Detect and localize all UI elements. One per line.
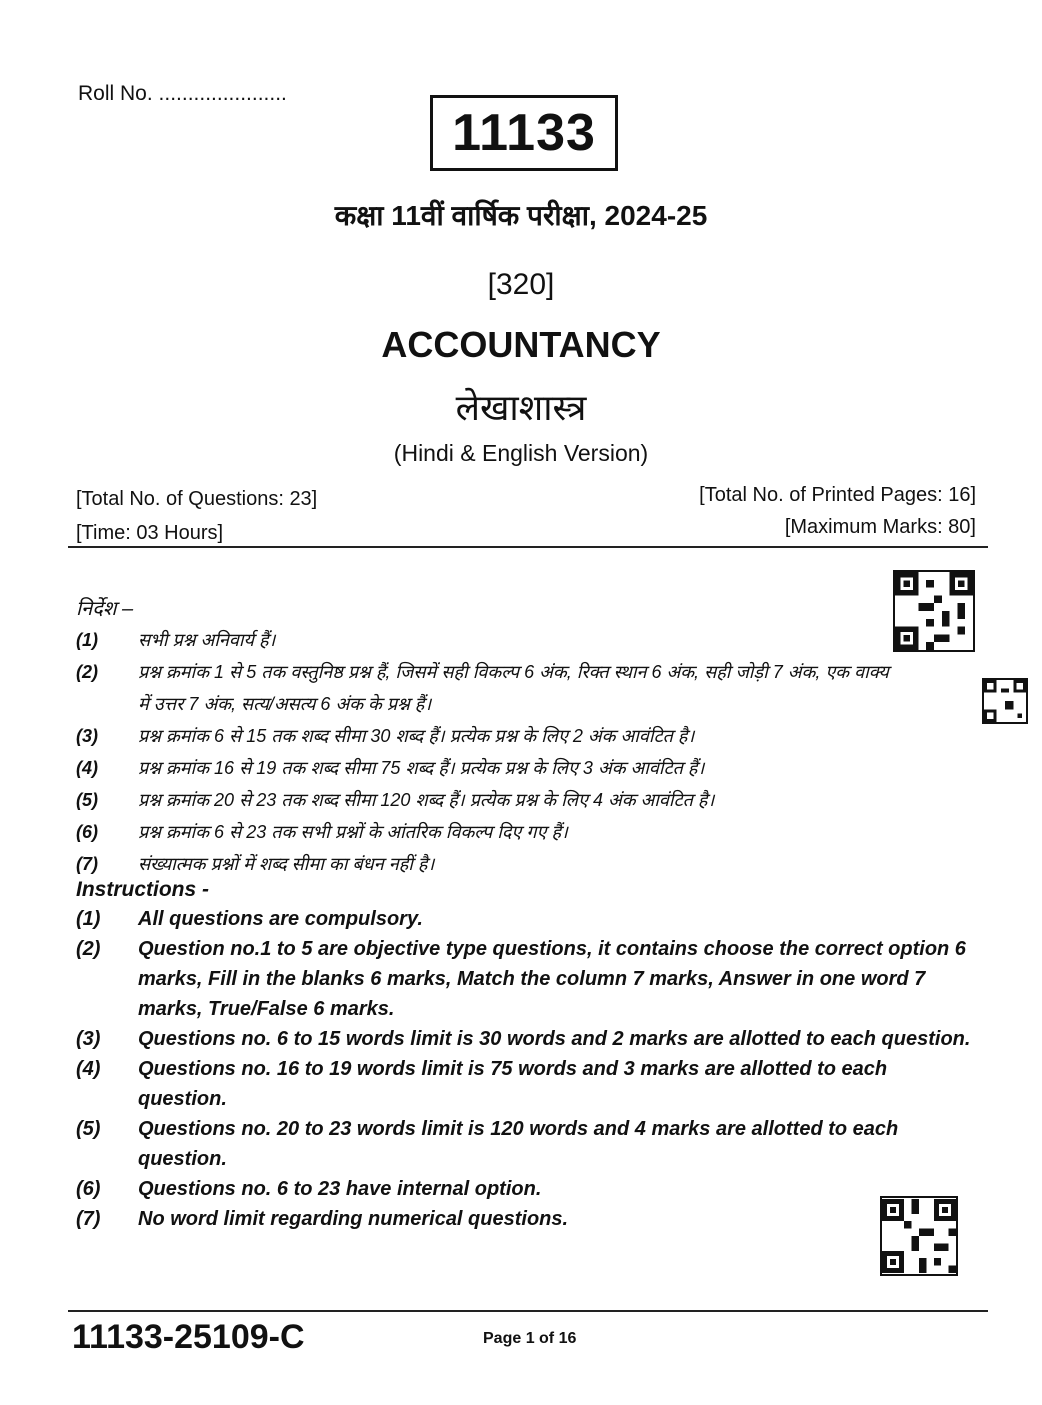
list-item [76,720,976,752]
qr-code-icon [880,1196,958,1276]
item-text: प्रश्न क्रमांक 6 से 15 तक शब्द सीमा 30 शब्द हैं। प्रत्येक प्रश्न के लिए 2 अंक आवंटित है। [138,726,695,746]
footer-divider [68,1310,988,1312]
directions-heading-hindi: निर्देश – [76,598,134,620]
item-number: (5) [76,1118,101,1140]
subject-code: [320] [487,268,555,301]
list-item [76,848,976,880]
list-item [76,656,976,720]
item-number: (2) [76,938,101,960]
item-text: सभी प्रश्न अनिवार्य हैं। [138,630,276,650]
item-text: Questions no. 6 to 23 have internal option. [138,1178,542,1200]
subject-title-hindi: लेखाशास्त्र [455,387,587,428]
list-item [76,784,976,816]
directions-list-hindi [76,624,976,880]
list-item [76,1114,976,1174]
item-number: (1) [76,908,101,930]
item-number: (3) [76,726,98,746]
list-item [76,624,976,656]
item-number: (7) [76,854,98,874]
item-text: No word limit regarding numerical questions. [138,1208,569,1230]
total-pages: [Total No. of Printed Pages: 16] [699,484,976,506]
language-version: (Hindi & English Version) [393,440,649,466]
item-number: (4) [76,1058,101,1080]
paper-code: 11133 [430,95,618,171]
subject-title-english: ACCOUNTANCY [381,324,661,365]
item-text: Question no.1 to 5 are objective type questions, it contains choose the correct option 6 marks, Fill in the blanks 6 marks, Match the column 7 marks, Answer in one word 7 marks, True/False 6 marks. [138,938,966,1020]
small-qr-code-icon [982,678,1028,724]
list-item [76,1054,976,1114]
item-text: प्रश्न क्रमांक 1 से 5 तक वस्तुनिष्ठ प्रश्न हैं, जिसमें सही विकल्प 6 अंक, रिक्त स्थान 6 अंक, सही जोड़ी 7 अंक, एक वाक्य में उत्तर 7 अंक, सत्य/असत्य 6 अंक के प्रश्न हैं। [138,662,889,714]
item-text: संख्यात्मक प्रश्नों में शब्द सीमा का बंधन नहीं है। [138,854,435,874]
item-number: (3) [76,1028,101,1050]
item-number: (7) [76,1208,101,1230]
list-item [76,1024,976,1054]
item-text: Questions no. 20 to 23 words limit is 120 words and 4 marks are allotted to each question. [138,1118,899,1170]
list-item [76,816,976,848]
list-item [76,1174,976,1204]
item-text: प्रश्न क्रमांक 16 से 19 तक शब्द सीमा 75 शब्द हैं। प्रत्येक प्रश्न के लिए 3 अंक आवंटित हैं। [138,758,705,778]
instructions-heading-english: Instructions - [76,878,210,901]
item-number: (4) [76,758,98,778]
page-number: Page 1 of 16 [483,1330,577,1347]
item-text: प्रश्न क्रमांक 6 से 23 तक सभी प्रश्नों के आंतरिक विकल्प दिए गए हैं। [138,822,568,842]
header-divider [68,546,988,548]
list-item [76,904,976,934]
exam-title: कक्षा 11वीं वार्षिक परीक्षा, 2024-25 [334,200,708,231]
item-text: प्रश्न क्रमांक 20 से 23 तक शब्द सीमा 120 शब्द हैं। प्रत्येक प्रश्न के लिए 4 अंक आवंटित है। [138,790,715,810]
item-text: All questions are compulsory. [138,908,423,930]
item-number: (5) [76,790,98,810]
item-number: (1) [76,630,98,650]
exam-time: [Time: 03 Hours] [76,522,224,544]
item-number: (6) [76,1178,101,1200]
roll-number: Roll No. ...................... [78,82,287,105]
item-text: Questions no. 16 to 19 words limit is 75 words and 3 marks are allotted to each question. [138,1058,888,1110]
list-item [76,934,976,1024]
item-number: (6) [76,822,98,842]
instructions-list-english [76,904,976,1234]
maximum-marks: [Maximum Marks: 80] [784,516,976,538]
item-number: (2) [76,662,98,682]
total-questions: [Total No. of Questions: 23] [76,488,318,510]
list-item [76,752,976,784]
item-text: Questions no. 6 to 15 words limit is 30 words and 2 marks are allotted to each question. [138,1028,971,1050]
footer-paper-code: 11133-25109-C [72,1318,305,1356]
list-item [76,1204,976,1234]
